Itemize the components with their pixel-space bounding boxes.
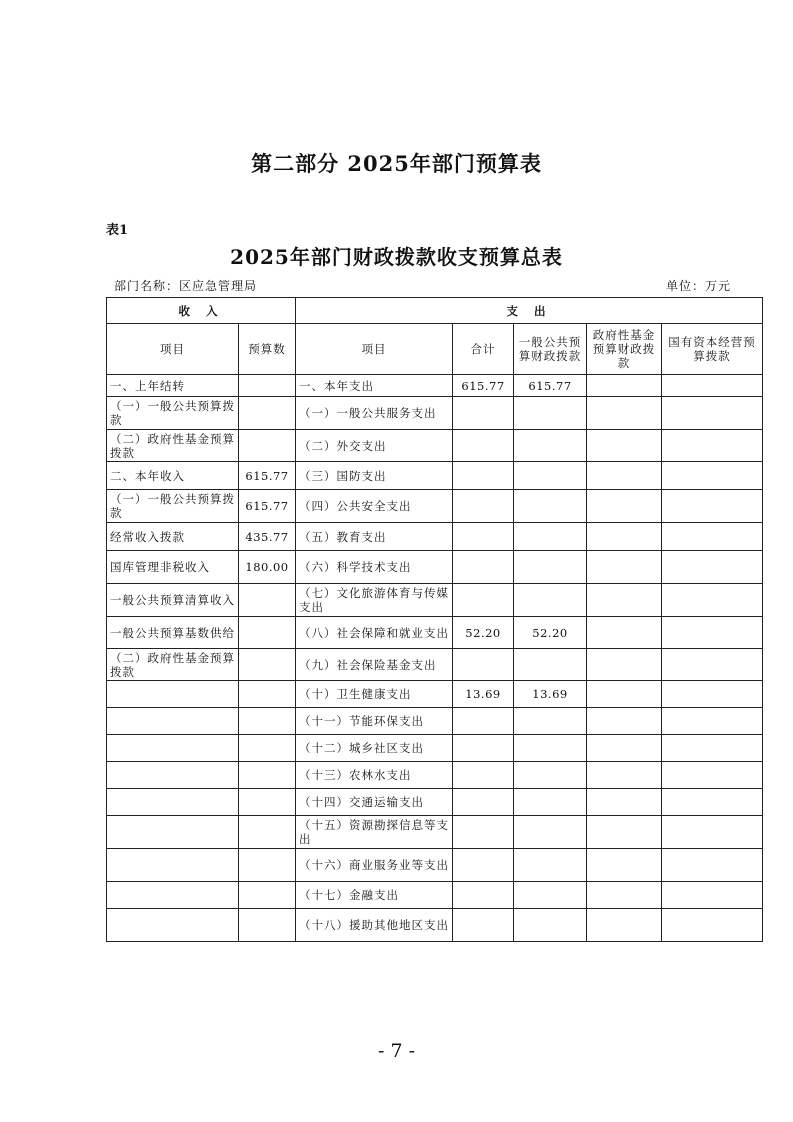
income-item: 一般公共预算清算收入 xyxy=(107,584,239,617)
income-amount: 180.00 xyxy=(239,551,296,584)
gov-fund-amount xyxy=(587,375,662,397)
gov-fund-amount xyxy=(587,551,662,584)
income-amount: 615.77 xyxy=(239,490,296,523)
gov-fund-amount xyxy=(587,816,662,849)
table-row xyxy=(107,584,763,617)
gov-fund-amount xyxy=(587,882,662,909)
income-item xyxy=(107,909,239,942)
state-capital-amount xyxy=(662,584,763,617)
table-row xyxy=(107,523,763,551)
col-total: 合计 xyxy=(453,324,514,375)
income-item: 一、上年结转 xyxy=(107,375,239,397)
total-amount xyxy=(453,584,514,617)
income-item: （二）政府性基金预算拨款 xyxy=(107,649,239,681)
state-capital-amount xyxy=(662,735,763,762)
general-public-amount xyxy=(514,789,587,816)
general-public-amount xyxy=(514,849,587,882)
total-amount xyxy=(453,523,514,551)
income-amount xyxy=(239,681,296,708)
general-public-amount xyxy=(514,551,587,584)
col-budget-amount: 预算数 xyxy=(239,324,296,375)
expense-item: （十四）交通运输支出 xyxy=(296,789,453,816)
state-capital-amount xyxy=(662,882,763,909)
table-row xyxy=(107,551,763,584)
general-public-amount: 52.20 xyxy=(514,617,587,649)
income-amount xyxy=(239,849,296,882)
income-amount: 435.77 xyxy=(239,523,296,551)
expense-item: （十八）援助其他地区支出 xyxy=(296,909,453,942)
gov-fund-amount xyxy=(587,490,662,523)
table-row xyxy=(107,708,763,735)
expense-item: （十二）城乡社区支出 xyxy=(296,735,453,762)
general-public-amount xyxy=(514,649,587,681)
expense-item: （三）国防支出 xyxy=(296,462,453,490)
budget-table xyxy=(106,297,763,942)
state-capital-amount xyxy=(662,649,763,681)
gov-fund-amount xyxy=(587,523,662,551)
table-row xyxy=(107,882,763,909)
expense-item: （十三）农林水支出 xyxy=(296,762,453,789)
general-public-amount: 615.77 xyxy=(514,375,587,397)
state-capital-amount xyxy=(662,789,763,816)
state-capital-amount xyxy=(662,375,763,397)
col-state-capital: 国有资本经营预算拨款 xyxy=(662,324,763,375)
income-item: （一）一般公共预算拨款 xyxy=(107,490,239,523)
total-amount xyxy=(453,430,514,462)
state-capital-amount xyxy=(662,490,763,523)
gov-fund-amount xyxy=(587,849,662,882)
income-item: （一）一般公共预算拨款 xyxy=(107,397,239,430)
total-amount: 13.69 xyxy=(453,681,514,708)
expense-item: （九）社会保险基金支出 xyxy=(296,649,453,681)
income-item xyxy=(107,735,239,762)
gov-fund-amount xyxy=(587,584,662,617)
expense-header: 支 出 xyxy=(296,298,763,324)
total-amount xyxy=(453,762,514,789)
table-row xyxy=(107,909,763,942)
col-income-item: 项目 xyxy=(107,324,239,375)
table-number: 表1 xyxy=(106,223,129,238)
total-amount xyxy=(453,397,514,430)
unit-label: 单位：万元 xyxy=(665,279,731,293)
general-public-amount xyxy=(514,735,587,762)
gov-fund-amount xyxy=(587,649,662,681)
table-title: 2025年部门财政拨款收支预算总表 xyxy=(230,245,563,269)
gov-fund-amount xyxy=(587,909,662,942)
income-header: 收 入 xyxy=(107,298,296,324)
income-amount xyxy=(239,789,296,816)
expense-item: （五）教育支出 xyxy=(296,523,453,551)
expense-item: （十七）金融支出 xyxy=(296,882,453,909)
table-row xyxy=(107,762,763,789)
gov-fund-amount xyxy=(587,762,662,789)
expense-item: （七）文化旅游体育与传媒支出 xyxy=(296,584,453,617)
expense-item: 一、本年支出 xyxy=(296,375,453,397)
gov-fund-amount xyxy=(587,397,662,430)
general-public-amount xyxy=(514,490,587,523)
table-row xyxy=(107,649,763,681)
income-amount xyxy=(239,397,296,430)
state-capital-amount xyxy=(662,462,763,490)
header-row-columns xyxy=(107,324,763,375)
general-public-amount: 13.69 xyxy=(514,681,587,708)
expense-item: （十五）资源勘探信息等支出 xyxy=(296,816,453,849)
income-item xyxy=(107,681,239,708)
state-capital-amount xyxy=(662,617,763,649)
total-amount xyxy=(453,849,514,882)
col-gov-fund: 政府性基金预算财政拨款 xyxy=(587,324,662,375)
expense-item: （八）社会保障和就业支出 xyxy=(296,617,453,649)
expense-item: （六）科学技术支出 xyxy=(296,551,453,584)
state-capital-amount xyxy=(662,708,763,735)
state-capital-amount xyxy=(662,430,763,462)
gov-fund-amount xyxy=(587,617,662,649)
income-item: （二）政府性基金预算拨款 xyxy=(107,430,239,462)
state-capital-amount xyxy=(662,849,763,882)
income-item xyxy=(107,708,239,735)
income-amount xyxy=(239,882,296,909)
expense-item: （十一）节能环保支出 xyxy=(296,708,453,735)
general-public-amount xyxy=(514,584,587,617)
gov-fund-amount xyxy=(587,789,662,816)
income-item: 二、本年收入 xyxy=(107,462,239,490)
income-amount xyxy=(239,430,296,462)
state-capital-amount xyxy=(662,551,763,584)
table-row xyxy=(107,735,763,762)
total-amount xyxy=(453,789,514,816)
page-number: - 7 - xyxy=(377,1040,415,1062)
income-item: 一般公共预算基数供给 xyxy=(107,617,239,649)
income-item xyxy=(107,816,239,849)
part-title: 第二部分 2025年部门预算表 xyxy=(251,151,542,176)
gov-fund-amount xyxy=(587,430,662,462)
state-capital-amount xyxy=(662,816,763,849)
expense-item: （十）卫生健康支出 xyxy=(296,681,453,708)
expense-item: （一）一般公共服务支出 xyxy=(296,397,453,430)
general-public-amount xyxy=(514,462,587,490)
general-public-amount xyxy=(514,523,587,551)
total-amount xyxy=(453,882,514,909)
table-row xyxy=(107,849,763,882)
income-amount xyxy=(239,649,296,681)
col-general-public: 一般公共预算财政拨款 xyxy=(514,324,587,375)
gov-fund-amount xyxy=(587,735,662,762)
state-capital-amount xyxy=(662,909,763,942)
general-public-amount xyxy=(514,762,587,789)
gov-fund-amount xyxy=(587,462,662,490)
general-public-amount xyxy=(514,882,587,909)
income-amount xyxy=(239,584,296,617)
income-amount xyxy=(239,735,296,762)
income-item: 经常收入拨款 xyxy=(107,523,239,551)
income-amount xyxy=(239,617,296,649)
income-amount xyxy=(239,909,296,942)
total-amount: 52.20 xyxy=(453,617,514,649)
income-item: 国库管理非税收入 xyxy=(107,551,239,584)
income-item xyxy=(107,762,239,789)
expense-item: （二）外交支出 xyxy=(296,430,453,462)
table-row xyxy=(107,789,763,816)
department-name: 部门名称：区应急管理局 xyxy=(114,279,258,293)
income-item xyxy=(107,849,239,882)
total-amount xyxy=(453,462,514,490)
general-public-amount xyxy=(514,909,587,942)
col-expense-item: 项目 xyxy=(296,324,453,375)
table-row xyxy=(107,397,763,430)
gov-fund-amount xyxy=(587,681,662,708)
total-amount xyxy=(453,551,514,584)
general-public-amount xyxy=(514,430,587,462)
state-capital-amount xyxy=(662,762,763,789)
gov-fund-amount xyxy=(587,708,662,735)
total-amount: 615.77 xyxy=(453,375,514,397)
total-amount xyxy=(453,909,514,942)
income-item xyxy=(107,882,239,909)
general-public-amount xyxy=(514,397,587,430)
total-amount xyxy=(453,490,514,523)
table-row xyxy=(107,375,763,397)
header-row-group xyxy=(107,298,763,324)
state-capital-amount xyxy=(662,397,763,430)
income-amount xyxy=(239,375,296,397)
total-amount xyxy=(453,735,514,762)
table-row xyxy=(107,816,763,849)
table-row xyxy=(107,681,763,708)
general-public-amount xyxy=(514,816,587,849)
income-amount xyxy=(239,762,296,789)
expense-item: （十六）商业服务业等支出 xyxy=(296,849,453,882)
state-capital-amount xyxy=(662,523,763,551)
expense-item: （四）公共安全支出 xyxy=(296,490,453,523)
total-amount xyxy=(453,816,514,849)
income-amount: 615.77 xyxy=(239,462,296,490)
table-row xyxy=(107,617,763,649)
general-public-amount xyxy=(514,708,587,735)
state-capital-amount xyxy=(662,681,763,708)
table-row xyxy=(107,430,763,462)
income-item xyxy=(107,789,239,816)
income-amount xyxy=(239,816,296,849)
table-row xyxy=(107,462,763,490)
total-amount xyxy=(453,708,514,735)
table-row xyxy=(107,490,763,523)
total-amount xyxy=(453,649,514,681)
income-amount xyxy=(239,708,296,735)
